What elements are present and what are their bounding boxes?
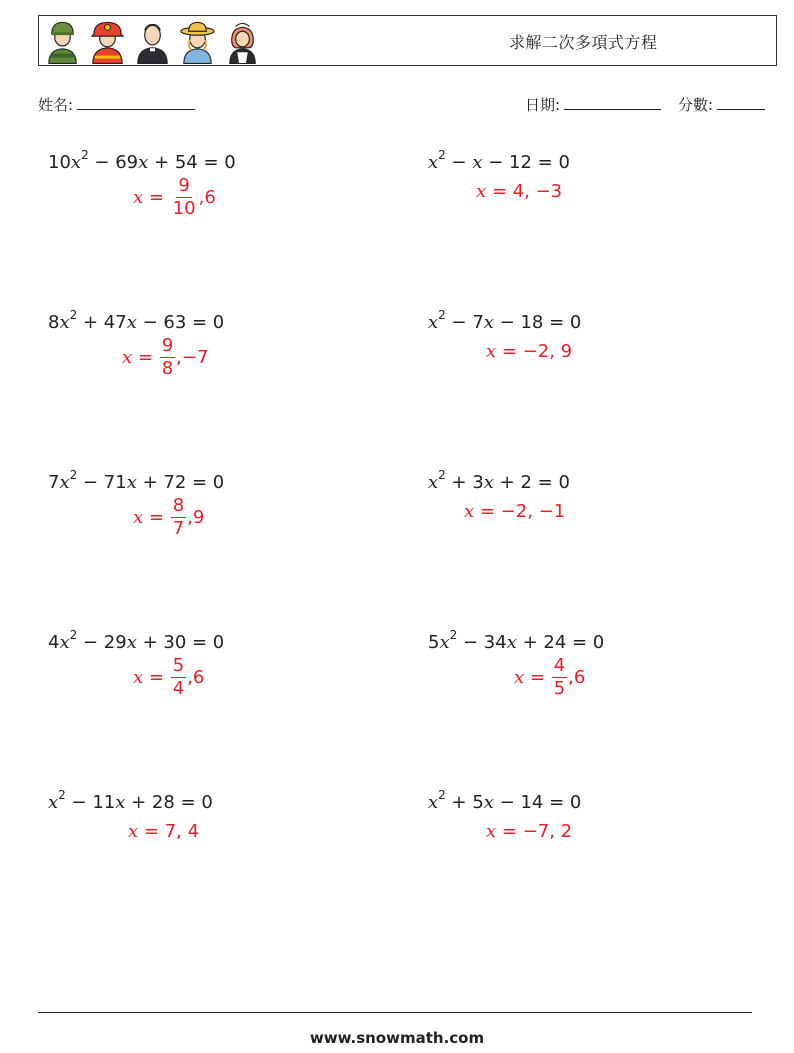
problem-4: $x^2 - 7x - 18 = 0$ <box>428 308 582 333</box>
answer-9: x = 7, 4 <box>128 821 200 842</box>
problem-3: $8x^2 + 47x - 63 = 0$ <box>48 308 225 333</box>
score-line <box>717 95 765 110</box>
date-label: 日期: <box>525 96 561 114</box>
problem-8: $5x^2 - 34x + 24 = 0$ <box>428 628 605 653</box>
answer-2: x = 4, −3 <box>476 181 563 202</box>
footer-divider <box>38 1012 752 1013</box>
answer-4: x = −2, 9 <box>486 341 573 362</box>
answer-10: x = −7, 2 <box>486 821 573 842</box>
name-field <box>38 94 195 115</box>
problem-2: $x^2 - x - 12 = 0$ <box>428 148 570 173</box>
score-label: 分數: <box>678 96 714 114</box>
footer-url[interactable]: www.snowmath.com <box>309 1029 485 1047</box>
answer-7: x = $\frac{5}{4}$ ,6 <box>133 655 205 699</box>
problem-6: $x^2 + 3x + 2 = 0$ <box>428 468 570 493</box>
answer-1: x = $\frac{9}{10}$ ,6 <box>133 175 216 219</box>
problem-5: $7x^2 - 71x + 72 = 0$ <box>48 468 225 493</box>
answer-5: x = $\frac{8}{7}$ ,9 <box>133 495 205 539</box>
worksheet-header <box>38 15 777 66</box>
avatar-strip <box>43 18 262 64</box>
name-line <box>77 95 195 110</box>
answer-3: x = $\frac{9}{8}$ ,−7 <box>122 335 209 379</box>
problem-9: $x^2 - 11x + 28 = 0$ <box>48 788 213 813</box>
priest-icon <box>133 18 172 64</box>
problem-7: $4x^2 - 29x + 30 = 0$ <box>48 628 225 653</box>
problem-1: $10x^2 - 69x + 54 = 0$ <box>48 148 236 173</box>
farmer-icon <box>178 18 217 64</box>
maid-icon <box>223 18 262 64</box>
date-line <box>564 95 661 110</box>
score-field <box>678 94 765 115</box>
problem-10: $x^2 + 5x - 14 = 0$ <box>428 788 582 813</box>
worksheet-title: 求解二次多項式方程 <box>509 33 658 52</box>
answer-6: x = −2, −1 <box>464 501 566 522</box>
firefighter-icon <box>88 18 127 64</box>
date-field <box>525 94 661 115</box>
name-label: 姓名: <box>38 96 74 114</box>
answer-8: x = $\frac{4}{5}$ ,6 <box>514 655 586 699</box>
soldier-icon <box>43 18 82 64</box>
